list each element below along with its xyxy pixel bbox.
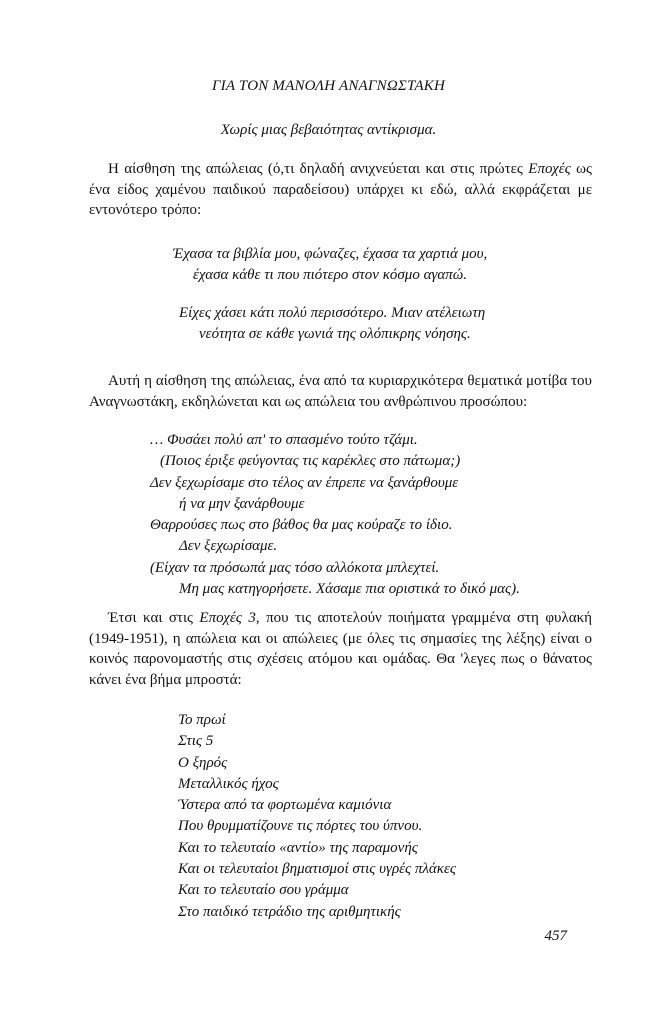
paragraph-2-text: Αυτή η αίσθηση της απώλειας, ένα από τα κυριαρχικότερα θεματικά μοτίβα του Αναγνωστάκη, εκδηλώνεται και ως απώλεια του ανθρώπινου προσώπου:	[89, 373, 592, 410]
paragraph-1-rest: ως ένα είδος χαμένου παιδικού παραδείσου) υπάρχει κι εδώ, αλλά εκφράζεται με εντονότερο τρόπο:	[89, 161, 592, 218]
verse-line: έχασα κάθε τι που πιότερο στον κόσμο αγαπώ.	[193, 267, 467, 284]
verse-line: (Είχαν τα πρόσωπά μας τόσο αλλόκοτα μπλεχτεί.	[150, 559, 440, 576]
paragraph-1-italic: Εποχές	[528, 161, 571, 177]
paragraph-3-italic: Εποχές 3	[199, 610, 256, 626]
page-number: 457	[544, 928, 567, 944]
verse-line: νεότητα σε κάθε γωνιά της ολόπικρης νόησης.	[199, 326, 471, 343]
verse-line: Δεν ξεχωρίσαμε στο τέλος αν έπρεπε να ξανάρθουμε	[150, 474, 459, 491]
verse-line: Έχασα τα βιβλία μου, φώναζες, έχασα τα χαρτιά μου,	[173, 246, 488, 262]
verse-line: Και οι τελευταίοι βηματισμοί στις υγρές πλάκες	[178, 861, 456, 878]
paragraph-3-lead: Έτσι και στις	[108, 610, 200, 626]
verse-quote-4	[178, 710, 456, 923]
paragraph-2	[89, 371, 592, 412]
verse-line: Και το τελευταίο σου γράμμα	[178, 882, 349, 899]
verse-line: Θαρρούσες πως στο βάθος θα μας κούραζε το ίδιο.	[150, 517, 453, 534]
verse-line: Που θρυμματίζουνε τις πόρτες του ύπνου.	[178, 818, 423, 835]
verse-line: Μεταλλικός ήχος	[178, 775, 279, 792]
verse-line: … Φυσάει πολύ απ' το σπασμένο τούτο τζάμι.	[150, 432, 418, 448]
paragraph-1-lead: Η αίσθηση της απώλειας (ό,τι δηλαδή ανιχνεύεται και στις πρώτες	[108, 161, 529, 177]
verse-line: Ο ξηρός	[178, 754, 228, 771]
paragraph-1	[89, 159, 592, 221]
verse-quote-1	[173, 244, 487, 287]
verse-line: ή να μην ξανάρθουμε	[179, 495, 305, 512]
verse-quote-3	[150, 430, 520, 600]
verse-line: Και το τελευταίο «αντίο» της παραμονής	[178, 839, 418, 856]
running-header: ΓΙΑ ΤΟΝ ΜΑΝΟΛΗ ΑΝΑΓΝΩΣΤΑΚΗ	[211, 78, 446, 94]
verse-quote-2	[179, 303, 485, 346]
paragraph-3	[89, 608, 592, 690]
verse-line: Δεν ξεχωρίσαμε.	[179, 538, 278, 555]
verse-line: (Ποιος έριξε φεύγοντας τις καρέκλες στο πάτωμα;)	[160, 453, 461, 470]
verse-line: Ύστερα από τα φορτωμένα καμιόνια	[178, 797, 392, 814]
verse-line: Στις 5	[178, 733, 214, 750]
verse-line: Το πρωί	[178, 712, 226, 728]
paragraph-3-rest: , που τις αποτελούν ποιήματα γραμμένα στη φυλακή (1949-1951), η απώλεια και οι απώλειες (με όλες τις σημασίες της λέξης) είναι ο κοινός παρονομαστής στις σχέσεις ατόμου και ομάδας. Θα 'λεγες πως ο θάνατος κάνει ένα βήμα μπροστά:	[89, 610, 592, 688]
verse-line: Στο παιδικό τετράδιο της αριθμητικής	[178, 903, 401, 920]
verse-line: Είχες χάσει κάτι πολύ περισσότερο. Μιαν ατέλειωτη	[179, 305, 486, 321]
epigraph: Χωρίς μιας βεβαιότητας αντίκρισμα.	[220, 122, 437, 138]
verse-line: Μη μας κατηγορήσετε. Χάσαμε πια οριστικά το δικό μας).	[179, 581, 520, 598]
